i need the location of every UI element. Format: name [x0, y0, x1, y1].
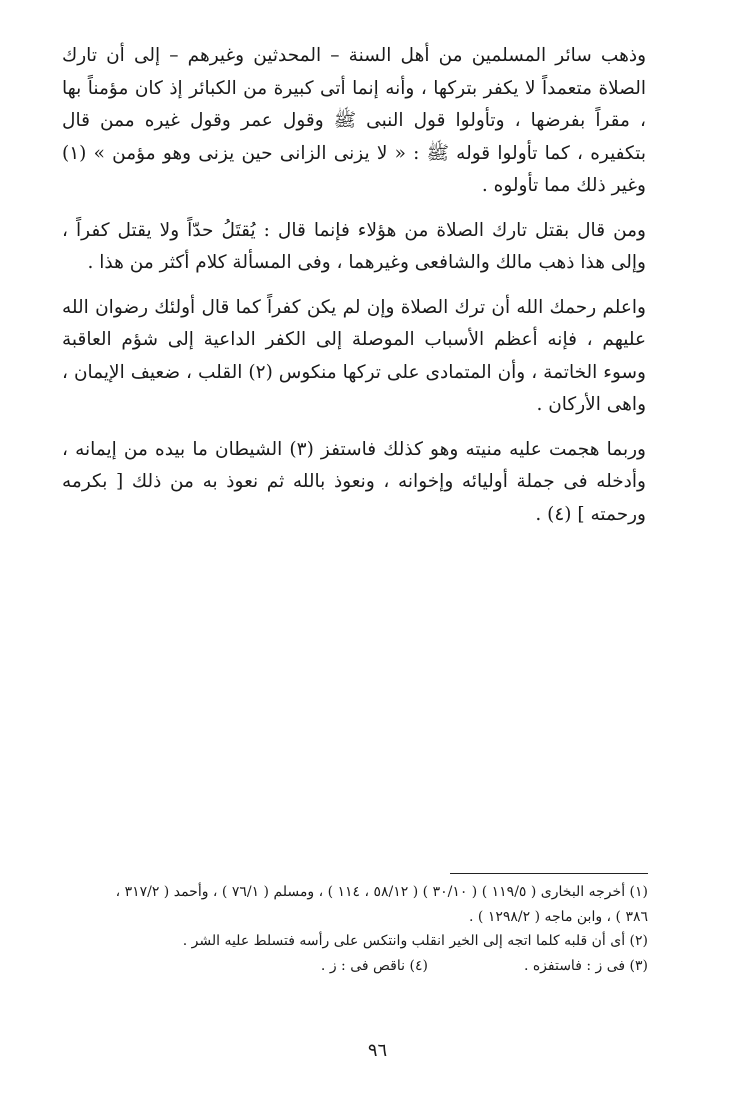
footnotes — [62, 880, 648, 978]
paragraph-1: وذهب سائر المسلمين من أهل السنة – المحدثين وغيرهم – إلى أن تارك الصلاة متعمداً لا يكفر بتركها ، وأنه إنما أتى كبيرة من الكبائر إذ كان مؤمناً بها ، مقراً بفرضها ، وتأولوا قول النبى ﷺ وقول عمر وقول غيره ممن قال بتكفيره ، كما تأولوا قوله ﷺ : « لا يزنى الزانى حين يزنى وهو مؤمن » (١) وغير ذلك مما تأولوه . — [62, 45, 646, 196]
paragraph-2: ومن قال بقتل تارك الصلاة من هؤلاء فإنما قال : يُقتَلُ حدّاً ولا يقتل كفراً ، وإلى هذا ذهب مالك والشافعى وغيرهما ، وفى المسألة كلام أكثر من هذا . — [62, 219, 646, 273]
footnote-divider — [450, 873, 648, 874]
paragraph-3: واعلم رحمك الله أن ترك الصلاة وإن لم يكن كفراً كما قال أولئك رضوان الله عليهم ، فإنه أعظم الأسباب الموصلة إلى الكفر الداعية إلى شؤم العاقبة وسوء الخاتمة ، وأن المتمادى على تركها منكوس (٢) القلب ، ضعيف الإيمان ، واهى الأركان . — [62, 296, 646, 415]
page-number: ٩٦ — [367, 1040, 388, 1061]
footnote-row-3-4 — [62, 954, 648, 979]
footnote-1-line-1: (١) أخرجه البخارى ( ١١٩/٥ ) ( ٣٠/١٠ ) ( ٥٨/١٢ ، ١١٤ ) ، ومسلم ( ٧٦/١ ) ، وأحمد ( ٣١٧/٢ ، — [115, 884, 648, 900]
footnote-3: (٣) فى ز : فاستفزه . — [523, 957, 648, 974]
footnote-2: (٢) أى أن قلبه كلما اتجه إلى الخير انقلب وانتكس على رأسه فتسلط عليه الشر . — [182, 933, 648, 949]
main-text — [62, 40, 646, 543]
footnote-4: (٤) ناقص فى : ز . — [320, 957, 428, 974]
paragraph-4: وربما هجمت عليه منيته وهو كذلك فاستفز (٣) الشيطان ما بيده من إيمانه ، وأدخله فى جملة أوليائه وإخوانه ، ونعوذ بالله ثم نعوذ به من ذلك [ بكرمه ورحمته ] (٤) . — [62, 438, 646, 525]
footnote-1-line-2: ٣٨٦ ) ، وابن ماجه ( ١٢٩٨/٢ ) . — [469, 908, 648, 925]
